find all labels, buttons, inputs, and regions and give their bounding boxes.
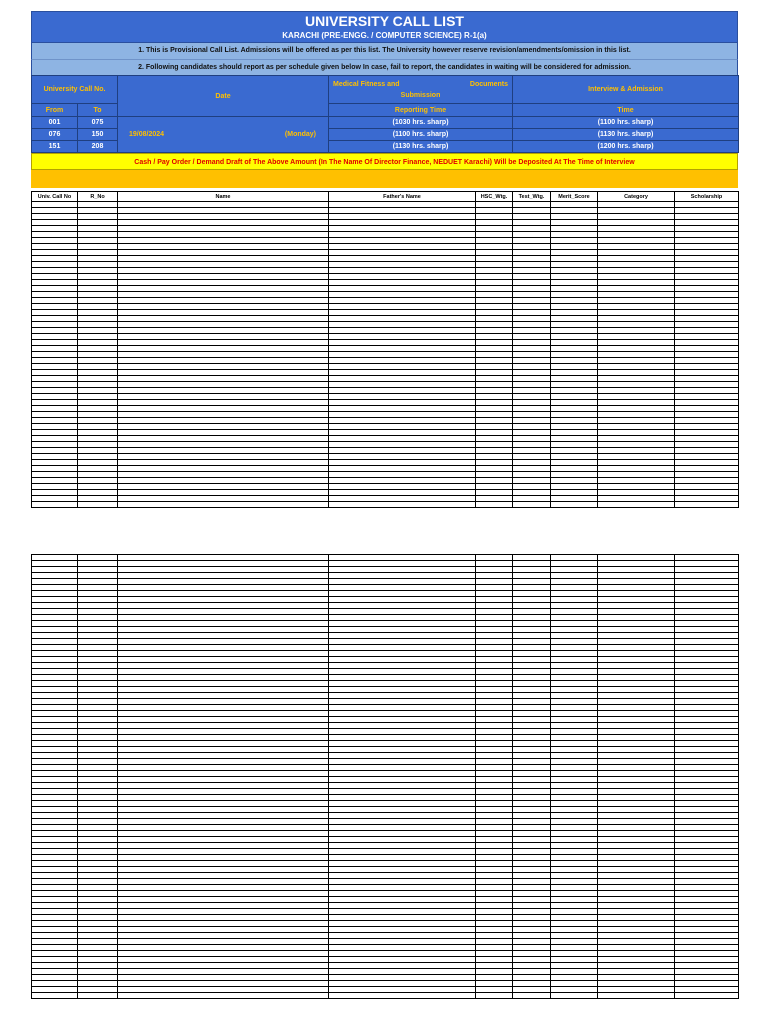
col-merit-score: Merit_Score [551, 192, 598, 202]
table-cell [551, 993, 598, 999]
table-cell [329, 993, 476, 999]
date-header: Date [118, 76, 329, 117]
call-list-header [31, 11, 738, 188]
reporting-time-value: (1100 hrs. sharp) [329, 129, 513, 141]
page-subtitle: KARACHI (PRE-ENGG. / COMPUTER SCIENCE) R-1(a) [282, 31, 487, 40]
table-cell [675, 993, 739, 999]
documents-label: Documents [469, 80, 509, 88]
col-name: Name [118, 192, 329, 202]
reporting-time-value: (1130 hrs. sharp) [329, 141, 513, 153]
table-cell [32, 502, 78, 508]
table-cell [551, 502, 598, 508]
to-value: 208 [78, 141, 118, 153]
reporting-time-header: Reporting Time [329, 104, 513, 117]
univ-call-no-header: University Call No. [32, 76, 118, 104]
from-value: 076 [32, 129, 78, 141]
col-fathers-name: Father's Name [329, 192, 476, 202]
table-cell [118, 502, 329, 508]
orange-band [31, 170, 738, 188]
table-cell [78, 993, 118, 999]
table-cell [513, 502, 551, 508]
medical-label: Medical Fitness and [333, 80, 400, 88]
to-value: 150 [78, 129, 118, 141]
candidate-table-continued [31, 554, 739, 999]
table-row [32, 502, 739, 508]
from-value: 151 [32, 141, 78, 153]
col-scholarship: Scholarship [675, 192, 739, 202]
table-cell [32, 993, 78, 999]
reporting-time-value: (1030 hrs. sharp) [329, 117, 513, 129]
submission-label: Submission [400, 91, 441, 99]
from-header: From [32, 104, 78, 117]
interview-time-value: (1200 hrs. sharp) [513, 141, 739, 153]
table-cell [78, 502, 118, 508]
col-r-no: R_No [78, 192, 118, 202]
table-header-row [32, 192, 739, 202]
date-cell [118, 117, 329, 153]
table-cell [598, 993, 675, 999]
table-row [32, 993, 739, 999]
payment-notice: Cash / Pay Order / Demand Draft of The Above Amount (In The Name Of Director Finance, NEDUET Karachi) Will be Deposited At The Time of Interview [31, 153, 738, 170]
title-bar [31, 11, 738, 43]
schedule-table [31, 75, 739, 153]
col-test-wtg: Test_Wtg. [513, 192, 551, 202]
table-cell [598, 502, 675, 508]
table-cell [329, 502, 476, 508]
provisional-note: 1. This is Provisional Call List. Admissions will be offered as per this list. The University however reserve revision/amendments/omission in this list. [31, 43, 738, 59]
time-header: Time [513, 104, 739, 117]
from-value: 001 [32, 117, 78, 129]
col-univ-call-no: Univ. Call No [32, 192, 78, 202]
col-category: Category [598, 192, 675, 202]
table-cell [118, 993, 329, 999]
col-hsc-wtg: HSC_Wtg. [476, 192, 513, 202]
candidate-table [31, 191, 739, 508]
interview-time-value: (1100 hrs. sharp) [513, 117, 739, 129]
page-title: UNIVERSITY CALL LIST [305, 13, 464, 29]
reporting-note: 2. Following candidates should report as per schedule given below In case, fail to report, the candidates in waiting will be considered for admission. [31, 59, 738, 75]
table-cell [675, 502, 739, 508]
table-cell [513, 993, 551, 999]
medical-fitness-header [329, 76, 513, 104]
day-value: (Monday) [284, 131, 317, 138]
table-cell [476, 502, 513, 508]
to-header: To [78, 104, 118, 117]
interview-time-value: (1130 hrs. sharp) [513, 129, 739, 141]
date-value: 19/08/2024 [129, 131, 165, 138]
to-value: 075 [78, 117, 118, 129]
interview-header: Interview & Admission [513, 76, 739, 104]
table-cell [476, 993, 513, 999]
